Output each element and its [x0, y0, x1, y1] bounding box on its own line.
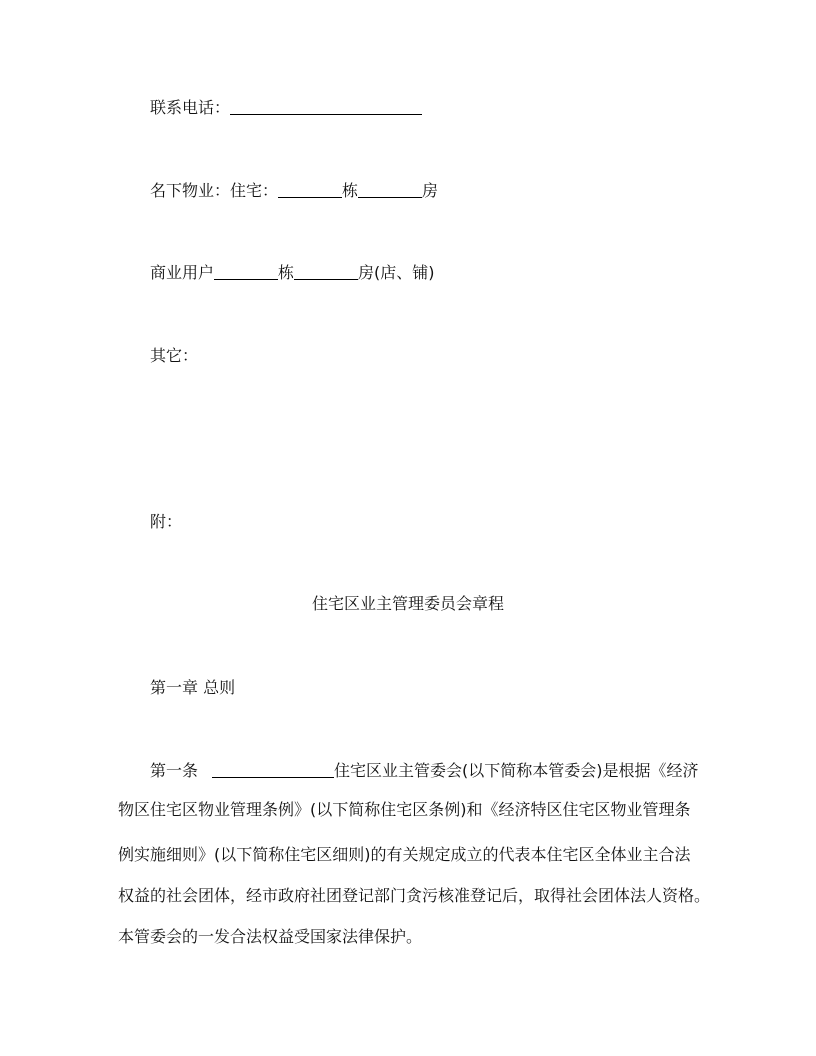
commercial-row	[150, 263, 435, 283]
property-row	[150, 181, 438, 201]
attachment-row	[150, 512, 182, 532]
commercial-building-unit: 栋	[278, 263, 295, 282]
chapter-label: 第一章 总则	[150, 678, 236, 697]
commercial-label: 商业用户	[150, 263, 215, 282]
other-label: 其它：	[150, 346, 199, 365]
building-unit: 栋	[342, 181, 359, 200]
chapter-heading	[150, 678, 235, 698]
article-line-2: 物区住宅区物业管理条例》(以下简称住宅区条例)和《经济特区住宅区物业管理条	[118, 800, 691, 819]
article-line-4: 权益的社会团体，经市政府社团登记部门贪污核准登记后，取得社会团体法人资格。	[118, 886, 711, 905]
commercial-room-blank[interactable]	[294, 263, 358, 280]
document-title: 住宅区业主管理委员会章程	[311, 594, 504, 613]
article-first-line	[150, 761, 699, 781]
article-line-3: 例实施细则》(以下简称住宅区细则)的有关规定成立的代表本住宅区全体业主合法	[118, 845, 691, 864]
attachment-label: 附：	[150, 512, 183, 531]
building-blank[interactable]	[278, 181, 342, 198]
phone-blank[interactable]	[230, 98, 422, 115]
phone-row	[150, 98, 422, 118]
room-blank[interactable]	[358, 181, 422, 198]
room-unit: 房	[422, 181, 439, 200]
article-line-5: 本管委会的一发合法权益受国家法律保护。	[118, 927, 423, 946]
other-row	[150, 346, 198, 366]
article-label: 第一条	[150, 761, 199, 780]
article-line-1: 住宅区业主管委会(以下简称本管委会)是根据《经济	[334, 761, 699, 780]
community-name-blank[interactable]	[212, 761, 334, 778]
commercial-building-blank[interactable]	[214, 263, 278, 280]
commercial-room-unit: 房(店、铺)	[358, 263, 435, 282]
phone-label: 联系电话：	[150, 98, 231, 117]
property-label: 名下物业：住宅：	[150, 181, 279, 200]
